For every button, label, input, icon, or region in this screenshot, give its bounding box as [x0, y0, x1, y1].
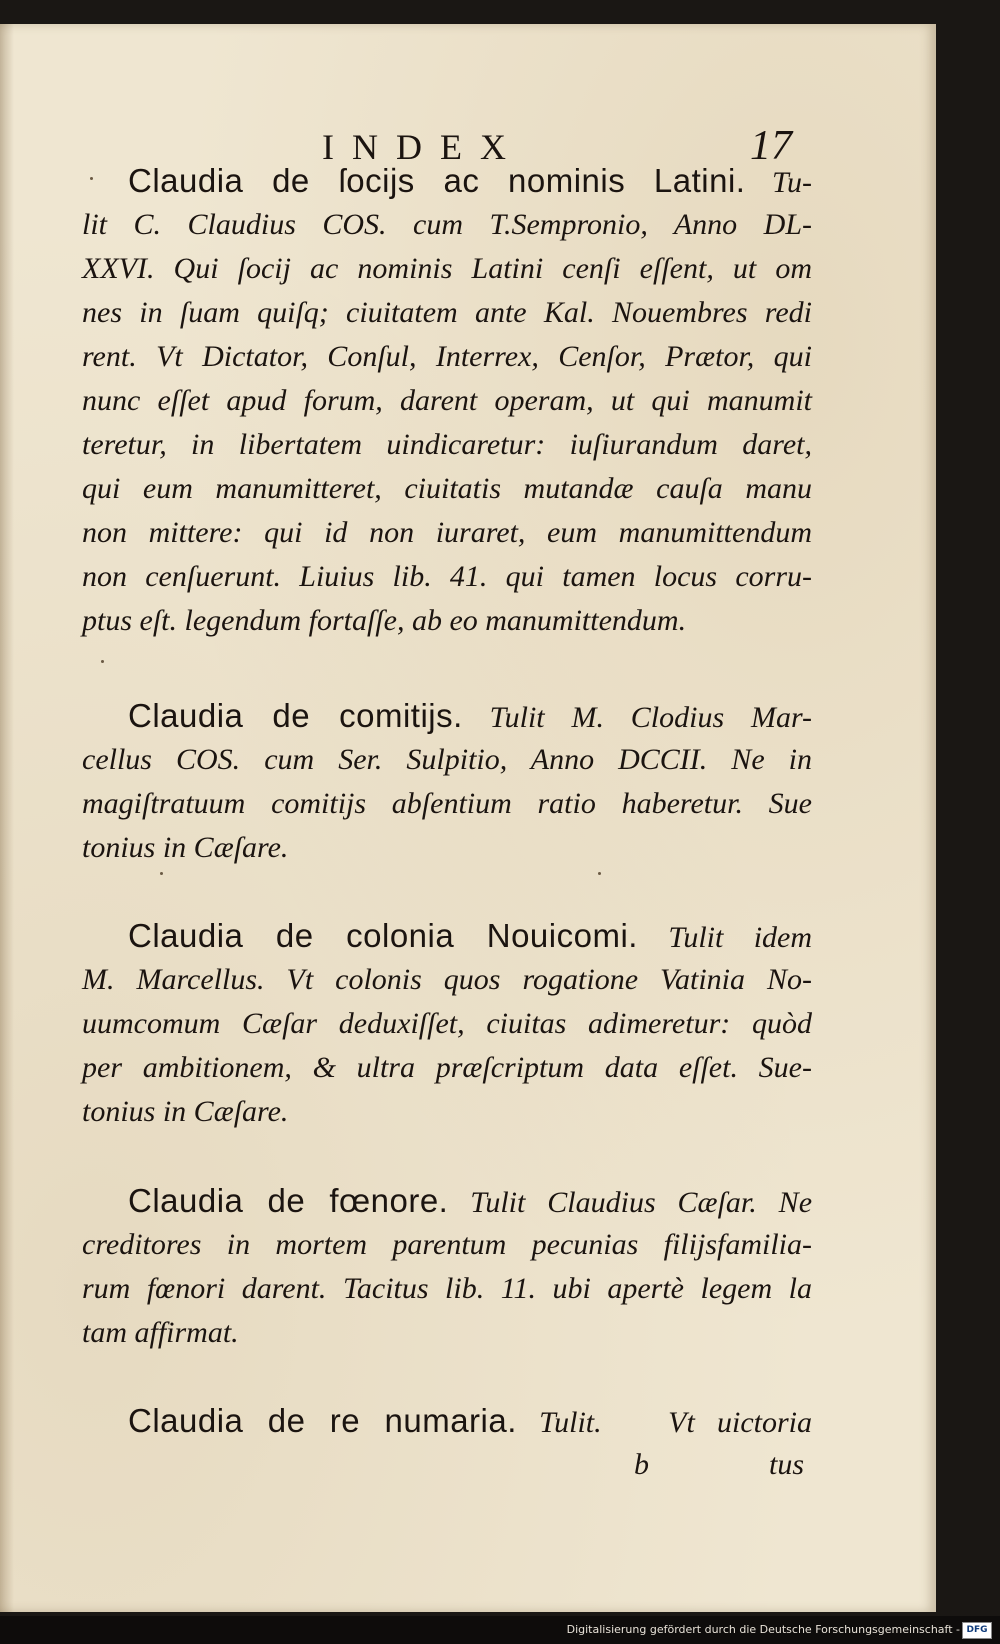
entry-line: uumcomum Cæſar deduxiſſet, ciuitas adimeretur: quòd	[82, 1007, 812, 1040]
index-entry	[82, 694, 812, 870]
index-entry	[82, 914, 812, 1134]
entry-first-line	[82, 914, 812, 958]
entry-heading: Claudia de colonia Nouicomi.	[128, 917, 638, 954]
paper-speck	[90, 177, 93, 180]
index-entry	[82, 1179, 812, 1355]
entry-line: tonius in Cæſare.	[82, 831, 289, 864]
entry-text: Tulit M. Clodius Mar-	[489, 701, 813, 734]
entry-text: Tulit Claudius Cæſar. Ne	[470, 1186, 813, 1219]
catchword-line: b tus	[634, 1448, 805, 1481]
entry-line: magiſtratuum comitijs abſentium ratio haberetur. Sue	[82, 787, 812, 820]
paper-speck	[101, 660, 104, 663]
entry-line: tam affirmat.	[82, 1316, 239, 1349]
entry-line: qui eum manumitteret, ciuitatis mutandæ cauſa manu	[82, 472, 812, 505]
entry-line: rent. Vt Dictator, Conſul, Interrex, Cenſor, Prætor, qui	[82, 340, 812, 373]
entry-line: cellus COS. cum Ser. Sulpitio, Anno DCCII. Ne in	[82, 743, 812, 776]
entry-line: non cenſuerunt. Liuius lib. 41. qui tamen locus corru-	[82, 560, 812, 593]
entry-line: XXVI. Qui ſocij ac nominis Latini cenſi eſſent, ut om	[82, 252, 812, 285]
book-page	[0, 24, 936, 1612]
entry-line: ptus eſt. legendum fortaſſe, ab eo manumittendum.	[82, 604, 687, 637]
entry-line: tonius in Cæſare.	[82, 1095, 289, 1128]
entry-line: nes in ſuam quiſq; ciuitatem ante Kal. Nouembres redi	[82, 296, 812, 329]
page-number: 17	[750, 123, 792, 169]
entry-heading: Claudia de fœnore.	[128, 1182, 449, 1219]
entry-first-line	[82, 694, 812, 738]
entry-line: lit C. Claudius COS. cum T.Sempronio, Anno DL-	[82, 208, 812, 241]
footer-bar	[0, 1616, 1000, 1644]
funding-credit: Digitalisierung gefördert durch die Deutsche Forschungsgemeinschaft -	[566, 1623, 960, 1636]
entry-heading: Claudia de ſociјs ac nominis Latini.	[128, 162, 746, 199]
entry-first-line	[82, 159, 812, 203]
entry-line: teretur, in libertatem uindicaretur: iuſiurandum daret,	[82, 428, 812, 461]
index-entry	[82, 1399, 812, 1487]
entry-line: nunc eſſet apud forum, darent operam, ut qui manumit	[82, 384, 812, 417]
entry-line: non mittere: qui id non iuraret, eum manumittendum	[82, 516, 812, 549]
entry-heading: Claudia de re numaria.	[128, 1402, 517, 1439]
entry-line: creditores in mortem parentum pecunias filijsfamilia-	[82, 1228, 812, 1261]
entry-heading: Claudia de comitijs.	[128, 697, 463, 734]
index-entry	[82, 159, 812, 643]
entry-text: Tulit. Vt uictoria	[539, 1406, 812, 1439]
entry-text: Tu-	[771, 166, 812, 199]
running-title: INDEX	[322, 127, 524, 167]
entry-text: Tulit idem	[668, 921, 813, 954]
entry-line: per ambitionem, & ultra præſcriptum data eſſet. Sue-	[82, 1051, 812, 1084]
paper-speck	[598, 872, 601, 875]
dfg-logo: DFG	[962, 1622, 992, 1639]
entry-first-line	[82, 1399, 812, 1443]
paper-speck	[160, 872, 163, 875]
entry-first-line	[82, 1179, 812, 1223]
entry-line: rum fœnori darent. Tacitus lib. 11. ubi apertè legem la	[82, 1272, 812, 1305]
entry-line: M. Marcellus. Vt colonis quos rogatione Vatinia No-	[82, 963, 812, 996]
